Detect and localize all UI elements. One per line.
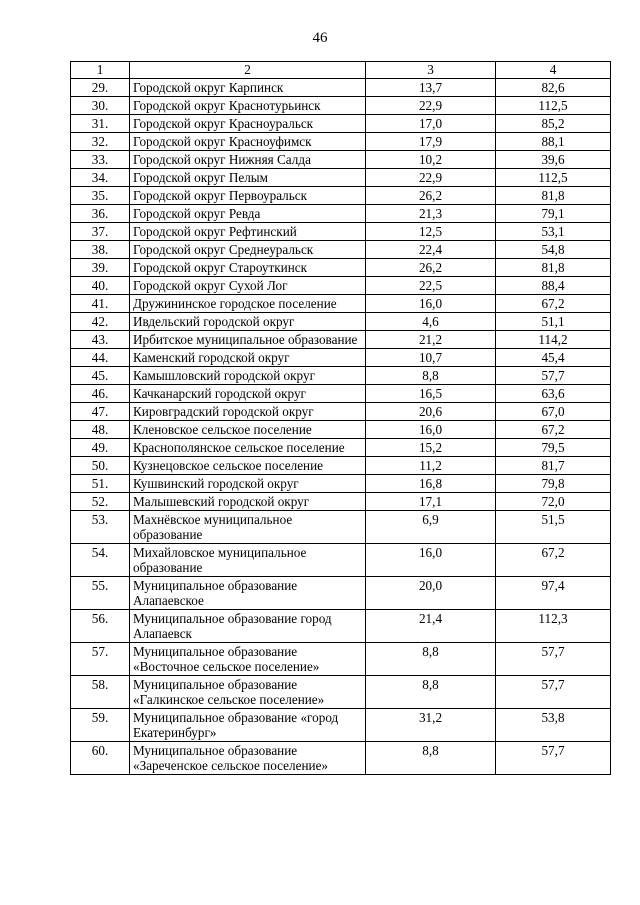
value-column-3: 8,8 xyxy=(366,676,496,709)
value-column-4: 82,6 xyxy=(496,79,611,97)
municipality-name: Кузнецовское сельское поселение xyxy=(130,457,366,475)
municipality-name: Муниципальное образование «Галкинское сельское поселение» xyxy=(130,676,366,709)
value-column-4: 72,0 xyxy=(496,493,611,511)
value-column-4: 112,3 xyxy=(496,610,611,643)
value-column-4: 39,6 xyxy=(496,151,611,169)
municipality-name: Городской округ Рефтинский xyxy=(130,223,366,241)
table-row xyxy=(71,403,611,421)
value-column-3: 22,5 xyxy=(366,277,496,295)
value-column-3: 16,0 xyxy=(366,421,496,439)
column-header-2: 2 xyxy=(130,62,366,79)
value-column-3: 31,2 xyxy=(366,709,496,742)
municipality-name: Городской округ Первоуральск xyxy=(130,187,366,205)
row-number: 34. xyxy=(71,169,130,187)
row-number: 40. xyxy=(71,277,130,295)
value-column-4: 54,8 xyxy=(496,241,611,259)
table-row xyxy=(71,205,611,223)
row-number: 44. xyxy=(71,349,130,367)
row-number: 54. xyxy=(71,544,130,577)
value-column-3: 22,4 xyxy=(366,241,496,259)
value-column-3: 22,9 xyxy=(366,97,496,115)
municipality-name: Кировградский городской округ xyxy=(130,403,366,421)
value-column-3: 10,7 xyxy=(366,349,496,367)
value-column-4: 51,1 xyxy=(496,313,611,331)
value-column-4: 67,2 xyxy=(496,295,611,313)
row-number: 46. xyxy=(71,385,130,403)
municipality-name: Кленовское сельское поселение xyxy=(130,421,366,439)
row-number: 45. xyxy=(71,367,130,385)
table-row xyxy=(71,241,611,259)
table-row xyxy=(71,187,611,205)
value-column-3: 26,2 xyxy=(366,187,496,205)
row-number: 30. xyxy=(71,97,130,115)
table-row xyxy=(71,643,611,676)
value-column-3: 6,9 xyxy=(366,511,496,544)
value-column-3: 8,8 xyxy=(366,643,496,676)
municipality-name: Муниципальное образование город Алапаевск xyxy=(130,610,366,643)
table-row xyxy=(71,493,611,511)
value-column-4: 79,5 xyxy=(496,439,611,457)
table-header-row xyxy=(71,62,611,79)
municipality-name: Краснополянское сельское поселение xyxy=(130,439,366,457)
value-column-3: 12,5 xyxy=(366,223,496,241)
value-column-4: 112,5 xyxy=(496,97,611,115)
value-column-3: 26,2 xyxy=(366,259,496,277)
municipality-name: Каменский городской округ xyxy=(130,349,366,367)
data-table xyxy=(70,61,611,775)
value-column-4: 45,4 xyxy=(496,349,611,367)
value-column-3: 17,9 xyxy=(366,133,496,151)
table-row xyxy=(71,79,611,97)
value-column-4: 81,8 xyxy=(496,259,611,277)
table-row xyxy=(71,223,611,241)
value-column-4: 112,5 xyxy=(496,169,611,187)
row-number: 52. xyxy=(71,493,130,511)
row-number: 58. xyxy=(71,676,130,709)
value-column-3: 8,8 xyxy=(366,742,496,775)
row-number: 36. xyxy=(71,205,130,223)
value-column-3: 8,8 xyxy=(366,367,496,385)
table-row xyxy=(71,610,611,643)
municipality-name: Городской округ Красноуральск xyxy=(130,115,366,133)
table-row xyxy=(71,544,611,577)
value-column-4: 67,0 xyxy=(496,403,611,421)
table-row xyxy=(71,421,611,439)
municipality-name: Городской округ Староуткинск xyxy=(130,259,366,277)
value-column-4: 51,5 xyxy=(496,511,611,544)
row-number: 33. xyxy=(71,151,130,169)
value-column-4: 114,2 xyxy=(496,331,611,349)
table-row xyxy=(71,709,611,742)
row-number: 60. xyxy=(71,742,130,775)
value-column-3: 21,3 xyxy=(366,205,496,223)
municipality-name: Кушвинский городской округ xyxy=(130,475,366,493)
row-number: 55. xyxy=(71,577,130,610)
value-column-3: 11,2 xyxy=(366,457,496,475)
municipality-name: Городской округ Среднеуральск xyxy=(130,241,366,259)
value-column-3: 20,0 xyxy=(366,577,496,610)
municipality-name: Городской округ Краснотурьинск xyxy=(130,97,366,115)
value-column-3: 21,4 xyxy=(366,610,496,643)
value-column-3: 20,6 xyxy=(366,403,496,421)
row-number: 43. xyxy=(71,331,130,349)
row-number: 59. xyxy=(71,709,130,742)
municipality-name: Михайловское муниципальное образование xyxy=(130,544,366,577)
value-column-3: 4,6 xyxy=(366,313,496,331)
table-row xyxy=(71,259,611,277)
municipality-name: Городской округ Красноуфимск xyxy=(130,133,366,151)
value-column-4: 81,7 xyxy=(496,457,611,475)
row-number: 47. xyxy=(71,403,130,421)
value-column-4: 67,2 xyxy=(496,421,611,439)
row-number: 53. xyxy=(71,511,130,544)
row-number: 38. xyxy=(71,241,130,259)
table-row xyxy=(71,676,611,709)
municipality-name: Городской округ Ревда xyxy=(130,205,366,223)
row-number: 56. xyxy=(71,610,130,643)
municipality-name: Муниципальное образование Алапаевское xyxy=(130,577,366,610)
table-row xyxy=(71,97,611,115)
municipality-name: Городской округ Карпинск xyxy=(130,79,366,97)
table-row xyxy=(71,169,611,187)
value-column-4: 57,7 xyxy=(496,643,611,676)
row-number: 50. xyxy=(71,457,130,475)
row-number: 42. xyxy=(71,313,130,331)
municipality-name: Дружининское городское поселение xyxy=(130,295,366,313)
table-row xyxy=(71,133,611,151)
municipality-name: Малышевский городской округ xyxy=(130,493,366,511)
value-column-3: 17,0 xyxy=(366,115,496,133)
table-row xyxy=(71,385,611,403)
table-row xyxy=(71,115,611,133)
table-row xyxy=(71,277,611,295)
column-header-3: 3 xyxy=(366,62,496,79)
table-row xyxy=(71,349,611,367)
value-column-3: 16,0 xyxy=(366,295,496,313)
table-row xyxy=(71,151,611,169)
table-row xyxy=(71,457,611,475)
table-row xyxy=(71,742,611,775)
municipality-name: Махнёвское муниципальное образование xyxy=(130,511,366,544)
value-column-4: 53,8 xyxy=(496,709,611,742)
table-row xyxy=(71,439,611,457)
row-number: 29. xyxy=(71,79,130,97)
row-number: 51. xyxy=(71,475,130,493)
value-column-3: 21,2 xyxy=(366,331,496,349)
value-column-3: 15,2 xyxy=(366,439,496,457)
value-column-4: 57,7 xyxy=(496,742,611,775)
value-column-4: 67,2 xyxy=(496,544,611,577)
value-column-4: 81,8 xyxy=(496,187,611,205)
municipality-name: Городской округ Пелым xyxy=(130,169,366,187)
value-column-4: 79,1 xyxy=(496,205,611,223)
value-column-3: 16,0 xyxy=(366,544,496,577)
row-number: 48. xyxy=(71,421,130,439)
row-number: 41. xyxy=(71,295,130,313)
value-column-3: 22,9 xyxy=(366,169,496,187)
value-column-4: 57,7 xyxy=(496,367,611,385)
municipality-name: Ирбитское муниципальное образование xyxy=(130,331,366,349)
value-column-4: 63,6 xyxy=(496,385,611,403)
table-row xyxy=(71,511,611,544)
municipality-name: Муниципальное образование «город Екатеринбург» xyxy=(130,709,366,742)
table-row xyxy=(71,313,611,331)
row-number: 49. xyxy=(71,439,130,457)
table-row xyxy=(71,331,611,349)
table-body xyxy=(71,79,611,775)
row-number: 31. xyxy=(71,115,130,133)
value-column-4: 57,7 xyxy=(496,676,611,709)
row-number: 57. xyxy=(71,643,130,676)
page-number: 46 xyxy=(312,30,328,46)
value-column-3: 13,7 xyxy=(366,79,496,97)
table-row xyxy=(71,295,611,313)
row-number: 35. xyxy=(71,187,130,205)
value-column-4: 88,1 xyxy=(496,133,611,151)
value-column-4: 53,1 xyxy=(496,223,611,241)
value-column-3: 16,5 xyxy=(366,385,496,403)
value-column-3: 17,1 xyxy=(366,493,496,511)
table-row xyxy=(71,577,611,610)
municipality-name: Муниципальное образование «Зареченское сельское поселение» xyxy=(130,742,366,775)
value-column-3: 10,2 xyxy=(366,151,496,169)
column-header-4: 4 xyxy=(496,62,611,79)
municipality-name: Городской округ Сухой Лог xyxy=(130,277,366,295)
table-row xyxy=(71,367,611,385)
municipality-name: Качканарский городской округ xyxy=(130,385,366,403)
municipality-name: Городской округ Нижняя Салда xyxy=(130,151,366,169)
value-column-3: 16,8 xyxy=(366,475,496,493)
municipality-name: Муниципальное образование «Восточное сельское поселение» xyxy=(130,643,366,676)
municipality-name: Ивдельский городской округ xyxy=(130,313,366,331)
row-number: 32. xyxy=(71,133,130,151)
value-column-4: 88,4 xyxy=(496,277,611,295)
column-header-1: 1 xyxy=(71,62,130,79)
value-column-4: 97,4 xyxy=(496,577,611,610)
municipality-name: Камышловский городской округ xyxy=(130,367,366,385)
table-row xyxy=(71,475,611,493)
row-number: 39. xyxy=(71,259,130,277)
value-column-4: 79,8 xyxy=(496,475,611,493)
row-number: 37. xyxy=(71,223,130,241)
value-column-4: 85,2 xyxy=(496,115,611,133)
